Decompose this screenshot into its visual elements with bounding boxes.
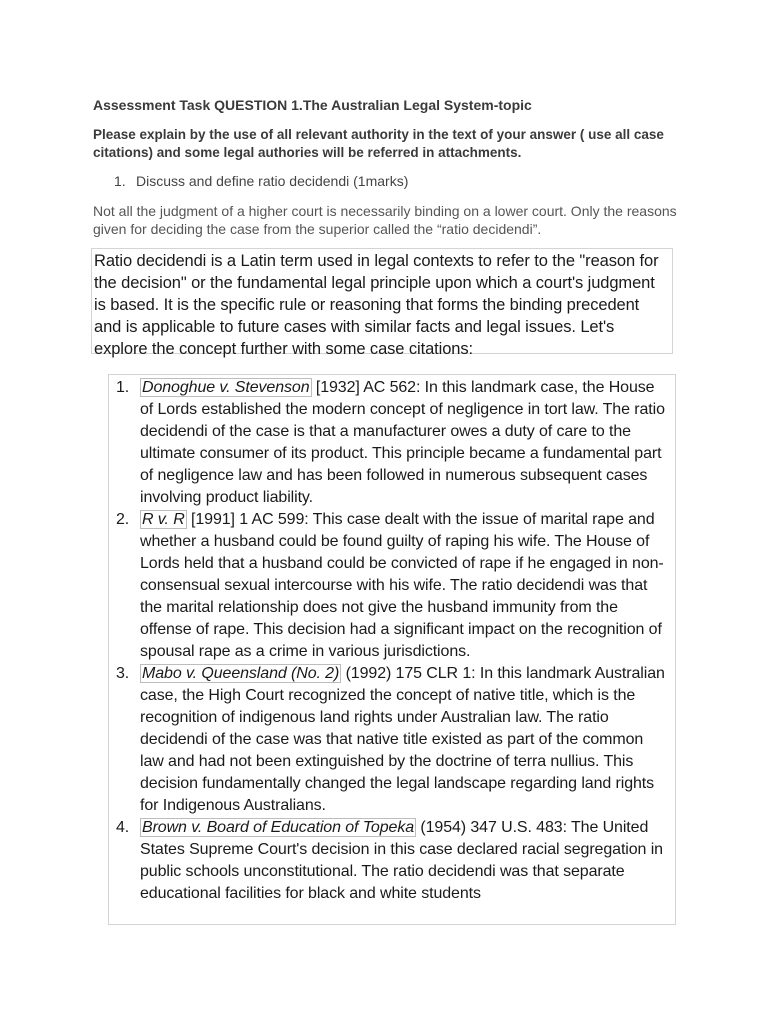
case-item-donoghue [109,377,675,509]
case-name-link[interactable]: Donoghue v. Stevenson [142,379,310,396]
question-text: Discuss and define ratio decidendi (1marks) [136,173,409,189]
case-number: 4. [116,819,130,836]
case-number: 1. [116,379,130,396]
instructions-text: Please explain by the use of all relevant authority in the text of your answer ( use all case citations) and some legal authories will be referred in attachments. [93,127,664,160]
case-text: (1992) 175 CLR 1: In this landmark Australian case, the High Court recognized the concept of native title, which is the recognition of indigenous land rights under Australian law. The ratio decidendi of the case was that native title existed as part of the common law and had not been extinguished by the doctrine of terra nullius. This decision fundamentally changed the legal landscape regarding land rights for Indigenous Australians. [140,665,665,814]
case-number: 2. [116,511,130,528]
case-number: 3. [116,665,130,682]
case-name-link[interactable]: R v. R [142,511,185,528]
case-text: [1932] AC 562: In this landmark case, the House of Lords established the modern concept of negligence in tort law. The ratio decidendi of the case is that a manufacturer owes a duty of care to the ultimate consumer of its product. This principle became a fundamental part of negligence law and has been followed in numerous subsequent cases involving product liability. [140,379,665,506]
case-item-brown [109,817,675,905]
answer-textbox[interactable]: Ratio decidendi is a Latin term used in legal contexts to refer to the "reason for the decision" or the fundamental legal principle upon which a court's judgment is based. It is the specific rule or reasoning that forms the binding precedent and is applicable to future cases with similar facts and legal issues. Let's explore the concept further with some case citations: [91,248,673,354]
case-citations-box[interactable] [108,374,676,925]
question-item [114,173,674,189]
case-text: [1991] 1 AC 599: This case dealt with the issue of marital rape and whether a husband could be found guilty of raping his wife. The House of Lords held that a husband could be convicted of rape if he engaged in non-consensual sexual intercourse with his wife. The ratio decidendi was that the marital relationship does not give the husband immunity from the offense of rape. This decision had a significant impact on the recognition of spousal rape as a crime in various jurisdictions. [140,511,664,660]
document-heading: Assessment Task QUESTION 1.The Australian Legal System-topic [93,97,532,113]
question-number: 1. [114,173,126,189]
case-item-mabo [109,663,675,817]
case-name-link[interactable]: Mabo v. Queensland (No. 2) [142,665,340,682]
case-text: (1954) 347 U.S. 483: The United States Supreme Court's decision in this case declared racial segregation in public schools unconstitutional. The ratio decidendi was that separate educational facilities for black and white students [140,819,663,902]
intro-paragraph: Not all the judgment of a higher court is necessarily binding on a lower court. Only the reasons given for deciding the case from the superior called the “ratio decidendi”. [93,203,677,237]
case-name-link[interactable]: Brown v. Board of Education of Topeka [142,819,415,836]
case-item-r-v-r [109,509,675,663]
